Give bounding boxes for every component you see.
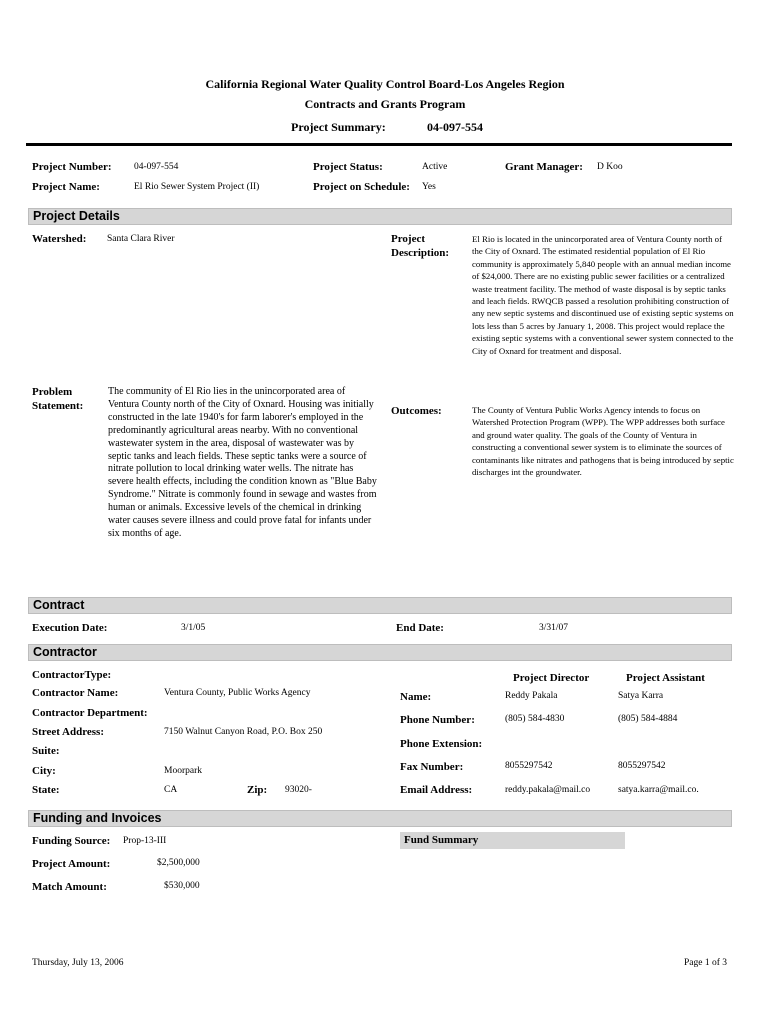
assistant-fax: 8055297542 (618, 761, 666, 771)
watershed-label: Watershed: (32, 233, 87, 245)
project-amount-value: $2,500,000 (157, 858, 200, 868)
assistant-phone: (805) 584-4884 (618, 714, 678, 724)
project-description: El Rio is located in the unincorporated area of Ventura County north of the City of Oxnard. The estimated residential population of El Rio community is approximately 5,840 people with an annual median income of $24,000. There are no existing public sewer facilities or a centralized waste treatment facility. The method of waste disposal is by septic tanks and leach fields. RWQCB passed a resolution prohibiting construction of any new septic systems and discontinued use of existing septic systems on lots less than 5 acres by January 1, 2008. This project would replace the existing septic systems with a conventional sewer system connected to the City of Oxnard for treatment and disposal. (472, 234, 734, 356)
section-contract: Contract (28, 597, 732, 614)
problem-label-2: Statement: (32, 400, 84, 412)
street-address-label: Street Address: (32, 726, 105, 738)
match-amount-label: Match Amount: (32, 881, 107, 893)
schedule-value: Yes (422, 182, 436, 192)
project-director-header: Project Director (513, 672, 590, 684)
summary-label: Project Summary: (291, 120, 386, 134)
contractor-name-value: Ventura County, Public Works Agency (164, 688, 311, 698)
summary-number: 04-097-554 (427, 120, 483, 134)
project-assistant-header: Project Assistant (626, 672, 705, 684)
project-status-value: Active (422, 162, 448, 172)
outcomes-label: Outcomes: (391, 405, 442, 417)
description-label-1: Project (391, 233, 425, 245)
funding-source-label: Funding Source: (32, 835, 111, 847)
grant-manager-value: D Koo (597, 162, 623, 172)
footer-page-number: Page 1 of 3 (684, 958, 728, 968)
suite-label: Suite: (32, 745, 60, 757)
match-amount-value: $530,000 (164, 881, 200, 891)
contractor-name-label: Contractor Name: (32, 687, 119, 699)
state-value: CA (164, 785, 178, 795)
city-value: Moorpark (164, 766, 202, 776)
header-rule (26, 143, 732, 146)
project-name-value: El Rio Sewer System Project (II) (134, 182, 260, 192)
section-contractor: Contractor (28, 644, 732, 661)
street-address-value: 7150 Walnut Canyon Road, P.O. Box 250 (164, 727, 323, 737)
execution-date-label: Execution Date: (32, 622, 108, 634)
schedule-label: Project on Schedule: (313, 181, 410, 193)
execution-date-value: 3/1/05 (181, 623, 206, 633)
email-address-label: Email Address: (400, 784, 473, 796)
project-name-label: Project Name: (32, 181, 100, 193)
city-label: City: (32, 765, 56, 777)
project-number-value: 04-097-554 (134, 162, 179, 172)
outcomes-text: The County of Ventura Public Works Agency intends to focus on Watershed Protection Program (WPP). The WPP addresses both surface and ground water quality. The goals of the County of Ventura in constructing a conventional sewer system is to eliminate the sources of contaminants like nitrates and pathogens that is being introduced by septic discharges int the groundwater. (472, 405, 734, 478)
project-amount-label: Project Amount: (32, 858, 111, 870)
state-label: State: (32, 784, 60, 796)
phone-number-label: Phone Number: (400, 714, 475, 726)
zip-label: Zip: (247, 784, 268, 796)
assistant-name: Satya Karra (618, 691, 664, 701)
header-subtitle: Contracts and Grants Program (304, 97, 466, 111)
zip-value: 93020- (285, 785, 312, 795)
problem-statement: The community of El Rio lies in the unincorporated area of Ventura County north of the City of Oxnard. Housing was initially constructed in the late 1940's for farm laborer's employed in the predominantly agricultural areas nearby. With no conventional wastewater system in the area, disposal of wastewater was by septic tanks and leach fields. These septic tanks were a source of nitrate pollution to local drinking water wells. The nitrate has severe health effects, including the condition known as "Blue Baby Syndrome." Nitrate is commonly found in sewage and wastes from human or animals. Excessive levels of the chemical in drinking water causes severe illness and could prove fatal for infants under six months of age. (108, 386, 377, 539)
section-project-details: Project Details (28, 208, 732, 225)
fax-number-label: Fax Number: (400, 761, 464, 773)
phone-extension-label: Phone Extension: (400, 738, 483, 750)
fund-summary-bar: Fund Summary (400, 832, 625, 849)
funding-source-value: Prop-13-III (123, 836, 167, 846)
end-date-label: End Date: (396, 622, 444, 634)
description-label-2: Description: (391, 247, 450, 259)
contractor-type-label: ContractorType: (32, 669, 112, 681)
director-fax: 8055297542 (505, 761, 553, 771)
problem-label-1: Problem (32, 386, 73, 398)
contact-name-label: Name: (400, 691, 432, 703)
section-funding-invoices: Funding and Invoices (28, 810, 732, 827)
header-title: California Regional Water Quality Control Board-Los Angeles Region (205, 77, 565, 91)
watershed-value: Santa Clara River (107, 234, 175, 244)
contractor-department-label: Contractor Department: (32, 707, 148, 719)
project-status-label: Project Status: (313, 161, 383, 173)
director-email: reddy.pakala@mail.co (505, 785, 591, 795)
director-phone: (805) 584-4830 (505, 714, 565, 724)
footer-date: Thursday, July 13, 2006 (32, 958, 124, 968)
project-number-label: Project Number: (32, 161, 112, 173)
end-date-value: 3/31/07 (539, 623, 569, 633)
grant-manager-label: Grant Manager: (505, 161, 583, 173)
assistant-email: satya.karra@mail.co. (618, 785, 699, 795)
director-name: Reddy Pakala (505, 691, 558, 701)
